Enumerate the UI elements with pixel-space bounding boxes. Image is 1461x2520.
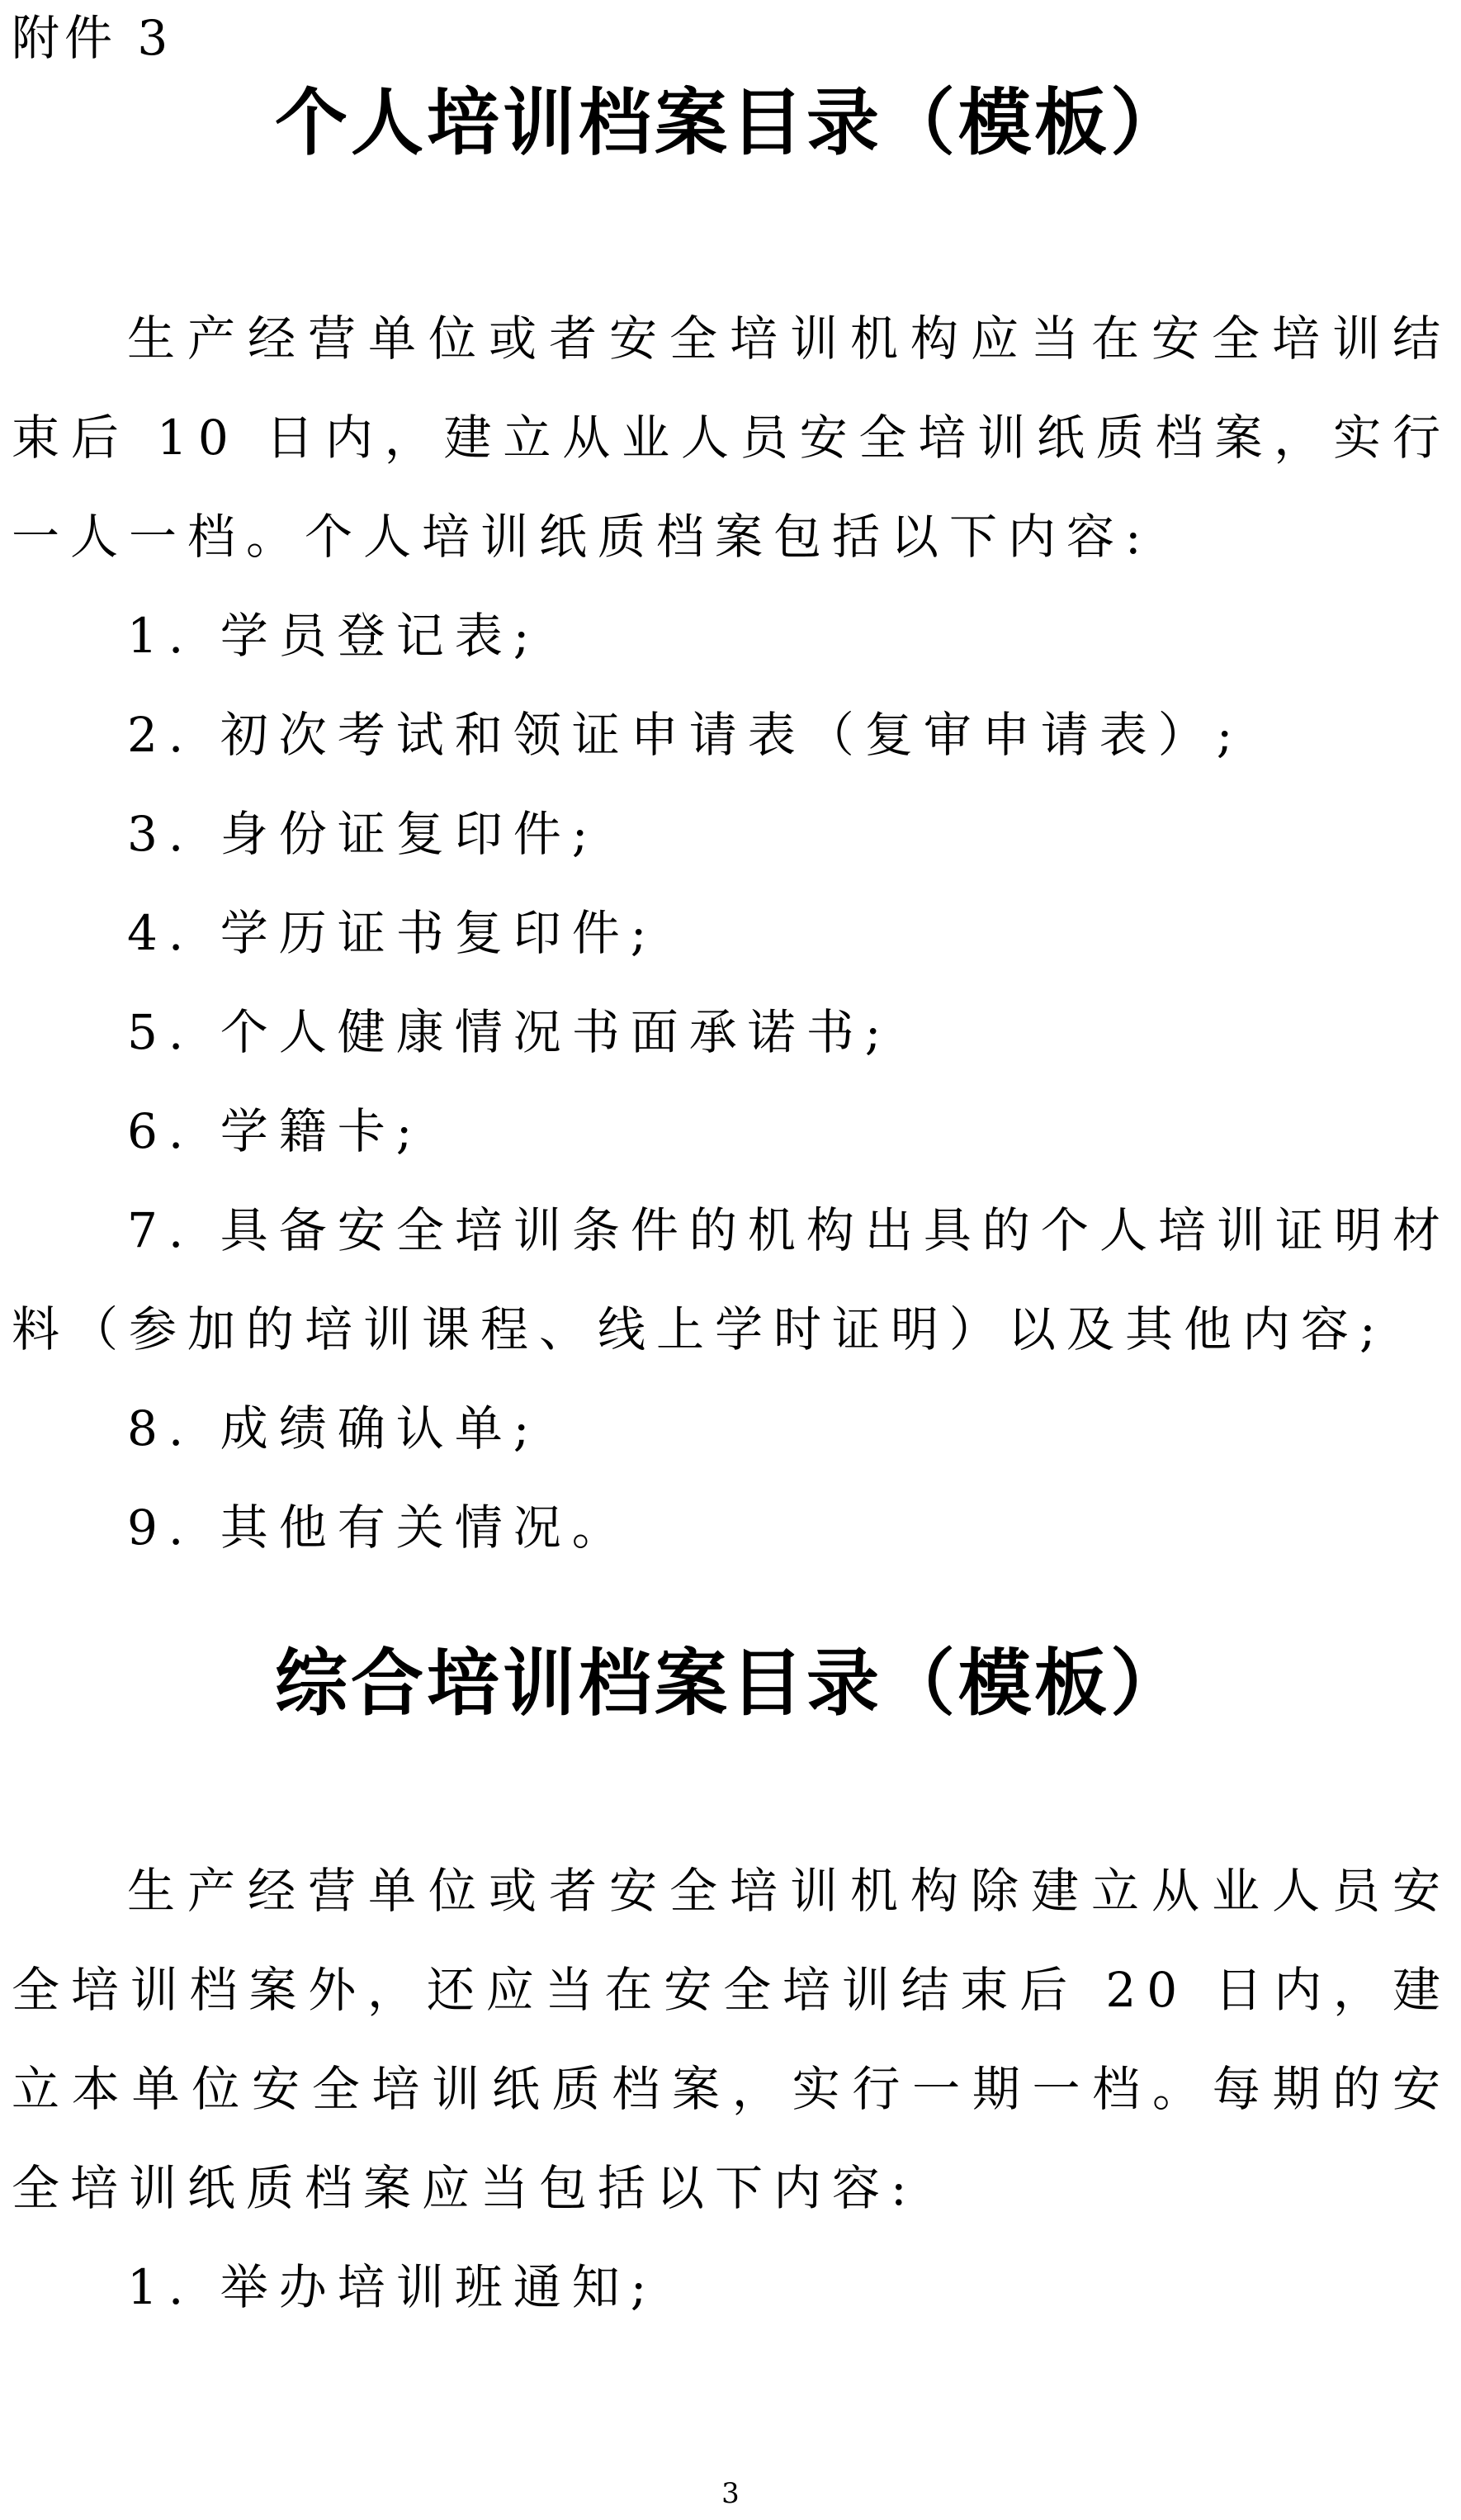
intro-paragraph-personal: 生产经营单位或者安全培训机构应当在安全培训结束后 10 日内，建立从业人员安全培训纸质档案，实行一人一档。个人培训纸质档案包括以下内容: <box>12 310 1451 565</box>
attachment-label: 附件 3 <box>12 10 173 66</box>
list-item: 7. 具备安全培训条件的机构出具的个人培训证明材料（参加的培训课程、线上学时证明）以及其他内容; <box>12 1202 1451 1357</box>
intro-paragraph-comprehensive: 生产经营单位或者安全培训机构除建立从业人员安全培训档案外，还应当在安全培训结束后 20 日内，建立本单位安全培训纸质档案，实行一期一档。每期的安全培训纸质档案应当包括以下内容: <box>12 1863 1451 2216</box>
list-item: 9. 其他有关情况。 <box>127 1499 631 1556</box>
list-item: 3. 身份证复印件; <box>127 806 599 862</box>
page-number: 3 <box>721 2477 740 2510</box>
list-item: 1. 学员登记表; <box>127 608 541 664</box>
list-item: 4. 学历证书复印件; <box>127 905 658 961</box>
comprehensive-archive-list <box>12 2238 1451 2337</box>
list-item: 6. 学籍卡; <box>127 1103 423 1159</box>
section-title-personal: 个人培训档案目录（模板） <box>274 79 1186 165</box>
list-item: 5. 个人健康情况书面承诺书; <box>127 1004 892 1060</box>
personal-archive-list <box>12 586 1451 1577</box>
list-item: 1. 举办培训班通知; <box>127 2259 658 2315</box>
list-item: 2. 初次考试和领证申请表（复审申请表）; <box>127 707 1244 763</box>
list-item: 8. 成绩确认单; <box>127 1400 541 1457</box>
section-title-comprehensive: 综合培训档案目录（模板） <box>274 1640 1186 1726</box>
